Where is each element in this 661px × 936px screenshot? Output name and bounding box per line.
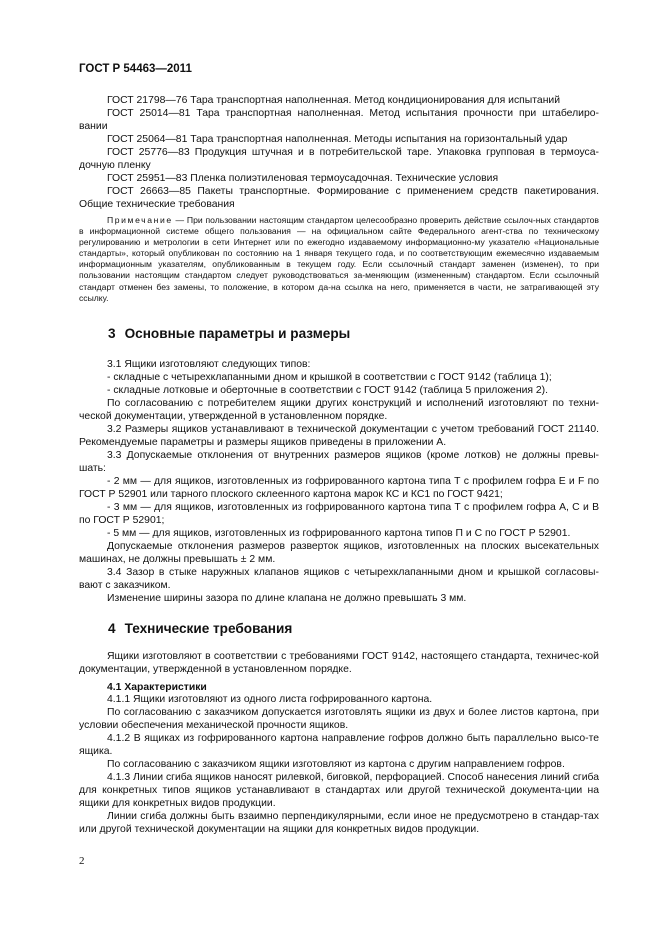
list-item: - складные лотковые и оберточные в соответствии с ГОСТ 9142 (таблица 5 приложения 2).: [107, 385, 549, 396]
list-item: - складные с четырехклапанными дном и крышкой в соответствии с ГОСТ 9142 (таблица 1);: [107, 372, 552, 383]
section-3-heading: 3 Основные параметры и размеры: [108, 326, 351, 341]
reference-item: ГОСТ 25064—81 Тара транспортная наполненная. Методы испытания на горизонтальный удар: [107, 134, 568, 145]
reference-item: ГОСТ 25951—83 Пленка полиэтиленовая термоусадочная. Технические условия: [107, 173, 499, 184]
paragraph: Ящики изготовляют в соответствии с требованиями ГОСТ 9142, настоящего стандарта, техничес-кой документации, утвержденной в установленном порядке.: [79, 651, 599, 675]
note-label: Примечание: [107, 215, 173, 225]
references-list: [79, 94, 599, 211]
paragraph: По согласованию с потребителем ящики других конструкций и исполнений изготовляют по техни-ческой документации, утвержденной в установленном порядке.: [79, 398, 599, 422]
page-number: 2: [79, 855, 85, 867]
clause-3-2: 3.2 Размеры ящиков устанавливают в технической документации с учетом требований ГОСТ 21140. Рекомендуемые параметры и размеры ящиков приведены в приложении А.: [79, 424, 599, 448]
clause-3-4: 3.4 Зазор в стыке наружных клапанов ящиков с четырехклапанными дном и крышкой согласовы-вают с заказчиком.: [79, 567, 599, 591]
clause-3-3: 3.3 Допускаемые отклонения от внутренних размеров ящиков (кроме лотков) не должны превы-шать:: [79, 450, 599, 474]
note-block: [79, 215, 599, 304]
section-4-intro: [79, 650, 599, 676]
note-paragraph: [79, 215, 599, 304]
paragraph: Изменение ширины зазора по длине клапана не должно превышать 3 мм.: [107, 593, 467, 604]
reference-item: ГОСТ 21798—76 Тара транспортная наполненная. Метод кондиционирования для испытаний: [107, 95, 561, 106]
clause-4-1-3: 4.1.3 Линии сгиба ящиков наносят рилевкой, биговкой, перфорацией. Способ нанесения линий сгиба для конкретных типов ящиков устанавливают в стандартах или другой технической документа-ции на ящики для конкретных видов продукции.: [79, 772, 599, 809]
section-4-heading: 4 Технические требования: [108, 621, 293, 636]
clause-4-1-1: 4.1.1 Ящики изготовляют из одного листа гофрированного картона.: [107, 694, 433, 705]
clause-3-1: 3.1 Ящики изготовляют следующих типов:: [107, 359, 311, 370]
subsection-4-1-heading: 4.1 Характеристики: [107, 682, 207, 693]
note-text: — При пользовании настоящим стандартом целесообразно проверить действие ссылоч-ных стандартов в информационной системе общего пользования — на официальном сайте Федерального агент-ства по техническому регулированию и метрологии в сети Интернет или по ежегодно издаваемому информационно-му указателю «Национальные стандарты», который опубликован по состоянию на 1 января текущего года, и по соответствующим ежемесячно издаваемым информационным указателям, опубликованным в текущем году. Если ссылочный стандарт заменен (изменен), то при пользовании настоящим стандартом следует руководствоваться за-меняющим (измененным) стандартом. Если ссылочный стандарт отменен без замены, то положение, в котором да-на ссылка на него, применяется в части, не затрагивающей эту ссылку.: [79, 215, 600, 303]
reference-item: ГОСТ 25014—81 Тара транспортная наполненная. Метод испытания прочности при штабелиро-вании: [79, 108, 600, 132]
paragraph: Допускаемые отклонения размеров разверток ящиков, изготовленных на плоских высекательных машинах, не должны превышать ± 2 мм.: [79, 541, 599, 565]
document-header: ГОСТ Р 54463—2011: [79, 63, 192, 75]
list-item: - 3 мм — для ящиков, изготовленных из гофрированного картона типа Т с профилем гофра А, С и В по ГОСТ Р 52901;: [79, 502, 599, 526]
reference-item: ГОСТ 26663—85 Пакеты транспортные. Формирование с применением средств пакетирования. Общие технические требования: [79, 186, 600, 210]
paragraph: Линии сгиба должны быть взаимно перпендикулярными, если иное не предусмотрено в стандар-тах или другой технической документации на ящики для конкретных видов продукции.: [79, 811, 599, 835]
paragraph: По согласованию с заказчиком ящики изготовляют из картона с другим направлением гофров.: [107, 759, 565, 770]
list-item: - 2 мм — для ящиков, изготовленных из гофрированного картона типа Т с профилем гофра Е и F по ГОСТ Р 52901 или тарного плоского склеенного картона марок КС и КС1 по ГОСТ 9421;: [79, 476, 599, 500]
section-3-body: [79, 358, 599, 605]
list-item: - 5 мм — для ящиков, изготовленных из гофрированного картона типов П и С по ГОСТ Р 52901.: [107, 528, 571, 539]
clause-4-1-2: 4.1.2 В ящиках из гофрированного картона направление гофров должно быть параллельно высо-те ящика.: [79, 733, 599, 757]
reference-item: ГОСТ 25776—83 Продукция штучная и в потребительской таре. Упаковка групповая в термоуса-дочную пленку: [79, 147, 599, 171]
paragraph: По согласованию с заказчиком допускается изготовлять ящики из двух и более листов картона, при условии обеспечения механической прочности ящиков.: [79, 707, 599, 731]
section-4-body: [79, 682, 599, 836]
